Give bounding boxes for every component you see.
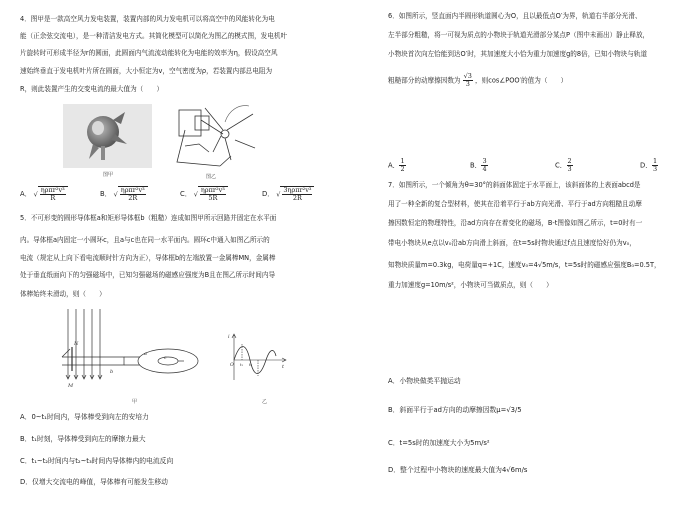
q6-option-b[interactable] (470, 158, 488, 173)
q5-line-4: 处于垂直纸面向下的匀强磁场中，已知匀强磁场的磁感应强度为B且在图乙所示时间内导 (20, 271, 276, 279)
q4-figure-photo (63, 104, 152, 168)
q4-line-4: 速始终垂直于发电机叶片所在圆面，大小恒定为v，空气密度为ρ，若装置内部总电阻为 (20, 67, 273, 75)
q4-line-5: R，则此装置产生的交变电流的最大值为（ ） (20, 85, 164, 93)
q4-option-a[interactable] (20, 186, 68, 202)
q6-option-a-label: A． (388, 161, 400, 170)
q5-label-t: t (282, 364, 285, 370)
q6-line-4 (388, 73, 567, 88)
q4-option-a-num: ηρπr²v³ (40, 186, 65, 194)
q6-mu-den: 3 (465, 80, 470, 88)
q6-option-b-num: 3 (482, 157, 487, 165)
q5-line-3: 电流（规定从上向下看电流顺时针方向为正），导体框b的左端放置一金属棒MN，金属棒 (20, 254, 276, 262)
q4-option-c-label: C． (180, 190, 192, 198)
q7-option-b[interactable]: B．斜面平行于ad方向的动摩擦因数μ=√3/5 (388, 406, 522, 414)
q6-mu-num: √3 (463, 72, 472, 80)
q4-figure-caption-1: 图甲 (103, 172, 114, 178)
q4-option-b-value: √ $\frac{\text{ηρπr²v³}}{2R}$ (114, 186, 148, 202)
q6-option-d[interactable] (640, 158, 658, 173)
q7-line-2: 用了一种全新的复合型材料，使其在沿着平行于ab方向光滑、平行于ad方向粗糙且动摩 (388, 200, 642, 208)
q5-line-1: 5．不可形变的圆形导体框a和矩形导体框b（粗糙）连成如图甲所示回路并固定在水平面 (20, 214, 277, 222)
q5-label-n: N (74, 341, 79, 347)
q6-option-d-label: D． (640, 161, 653, 170)
circuit-magnetic-field-icon (60, 305, 210, 395)
q4-option-a-label: A． (20, 190, 32, 198)
q6-line-3: 小物块首次向左恰能到达O′时，其加速度大小恰为重力加速度g的8倍，已知小物块与轨道 (388, 50, 648, 58)
q7-line-3: 擦因数恒定的物理特性，沿ad方向存在着变化的磁场，B-t图像如图乙所示，t=0时有一 (388, 219, 643, 227)
q5-label-b: b (110, 369, 114, 375)
q5-figure-current-graph (228, 330, 288, 385)
q7-option-d[interactable]: D．整个过程中小物块的速度最大值为4√6m/s (388, 466, 528, 474)
generator-schematic-icon (165, 100, 260, 172)
q6-option-d-num: 1 (653, 157, 658, 165)
q7-option-c[interactable]: C．t=5s时的加速度大小为5m/s² (388, 439, 490, 447)
q6-option-c-den: 3 (567, 165, 572, 173)
sine-wave-icon (228, 330, 288, 385)
q4-figure-caption-2: 图乙 (206, 174, 217, 180)
q4-option-d-value: √ $\frac{\text{3ηρπr²v³}}{2R}$ (276, 186, 314, 202)
q5-label-i: i (228, 334, 230, 340)
q5-option-a[interactable]: A．0~t₁时间内，导体棒受到向左的安培力 (20, 413, 149, 421)
q6-mu-fraction (463, 73, 473, 88)
q4-option-c-den: 5R (208, 194, 218, 202)
q4-option-d-den: 2R (292, 194, 302, 202)
q5-label-a: a (144, 351, 147, 357)
q6-line-4-tail: ，则cos∠POO′的值为（ ） (475, 76, 568, 85)
q4-option-c-num: ηρπr²v³ (200, 186, 225, 194)
q4-option-b-num: ηρπr²v³ (120, 186, 145, 194)
q4-option-c[interactable] (180, 186, 228, 202)
q5-label-t1: t₁ (240, 362, 244, 367)
q6-option-b-den: 4 (482, 165, 487, 173)
q6-option-c-num: 2 (567, 157, 572, 165)
q6-line-4-text: 粗糙部分的动摩擦因数为 (388, 76, 461, 85)
q6-option-b-label: B． (470, 161, 482, 170)
q4-option-a-den: R (50, 194, 56, 202)
q5-figure-circuit (60, 305, 210, 395)
q5-line-2: 内。导体框a内固定一小圆环c，且a与c也在同一水平面内。圆环c中通入如图乙所示的 (20, 236, 270, 244)
q7-line-6: 重力加速度g=10m/s²，小物块可当做质点，则（ ） (388, 281, 553, 289)
q4-option-b-den: 2R (128, 194, 138, 202)
q6-option-c-value (567, 158, 573, 173)
q5-figure-caption-2: 乙 (262, 399, 268, 405)
q6-option-a-den: 2 (400, 165, 405, 173)
q5-label-t2: t₂ (249, 362, 253, 367)
q4-option-c-value: √ $\frac{\text{ηρπr²v³}}{5R}$ (194, 186, 228, 202)
q7-option-a[interactable]: A．小物块做类平抛运动 (388, 377, 461, 385)
q4-option-b-label: B． (100, 190, 112, 198)
q7-line-5: 知物块质量m=0.3kg，电荷量q=+1C，速度v₀=4√5m/s，t=5s时的磁感应强度B₀=0.5T， (388, 261, 661, 269)
q6-option-a-num: 1 (400, 157, 405, 165)
q5-label-c: c (164, 356, 167, 361)
q5-option-b[interactable]: B．t₁时刻，导体棒受到向左的摩擦力最大 (20, 435, 146, 443)
q4-option-a-value: √ $\frac{\text{ηρπr²v³}}{R}$ (34, 186, 68, 202)
q5-label-m: M (68, 383, 74, 389)
q4-figure-schematic (165, 100, 260, 172)
q6-option-a-value (399, 158, 405, 173)
q6-option-a[interactable] (388, 158, 406, 173)
q6-option-c[interactable] (555, 158, 573, 173)
q7-line-4: 带电小物块从e点以v₀沿ab方向滑上斜面，在t=5s时物块通过f点且速度恰好仍为v₀， (388, 239, 636, 247)
q6-option-b-value (481, 158, 487, 173)
q6-option-d-den: 3 (653, 165, 658, 173)
q5-label-o: O (230, 363, 234, 368)
q6-line-2: 左半部分粗糙，将一可视为质点的小物块于轨道光滑部分某点P（图中未画出）静止释放， (388, 31, 650, 39)
q6-line-1: 6．如图所示，竖直面内半圆形轨道圆心为O，且以最低点O′为界，轨道右半部分光滑、 (388, 12, 642, 20)
q4-line-3: 片旋转时可形成半径为r的圆面，此圆面内气流流动能转化为电能的效率为η，假设高空风 (20, 49, 278, 57)
q4-option-d-label: D． (262, 190, 275, 198)
q6-option-d-value (652, 158, 658, 173)
q6-option-c-label: C． (555, 161, 567, 170)
q4-option-d[interactable] (262, 186, 314, 202)
q4-option-b[interactable] (100, 186, 148, 202)
q7-line-1: 7．如图所示，一个倾角为θ=30°的斜面体固定于水平面上，该斜面体的上表面abcd是 (388, 181, 641, 189)
q4-line-1: 4．图甲是一款高空风力发电装置，装置内部的风力发电机可以将高空中的风能转化为电 (20, 15, 275, 23)
q4-line-2: 能（正余弦交流电），是一种清洁发电方式。其简化模型可以简化为图乙的模式图，发电机叶 (20, 32, 288, 40)
q5-option-c[interactable]: C．t₁~t₂时间内与t₂~t₃时间内导体棒内的电流反向 (20, 457, 174, 465)
q4-option-d-num: 3ηρπr²v³ (283, 186, 312, 194)
q5-line-5: 体棒始终未滑动，则（ ） (20, 290, 106, 298)
q5-option-d[interactable]: D．仅增大交流电的峰值，导体棒有可能发生移动 (20, 478, 168, 486)
wind-turbine-photo-icon (63, 104, 152, 168)
q5-figure-caption-1: 甲 (132, 399, 138, 405)
